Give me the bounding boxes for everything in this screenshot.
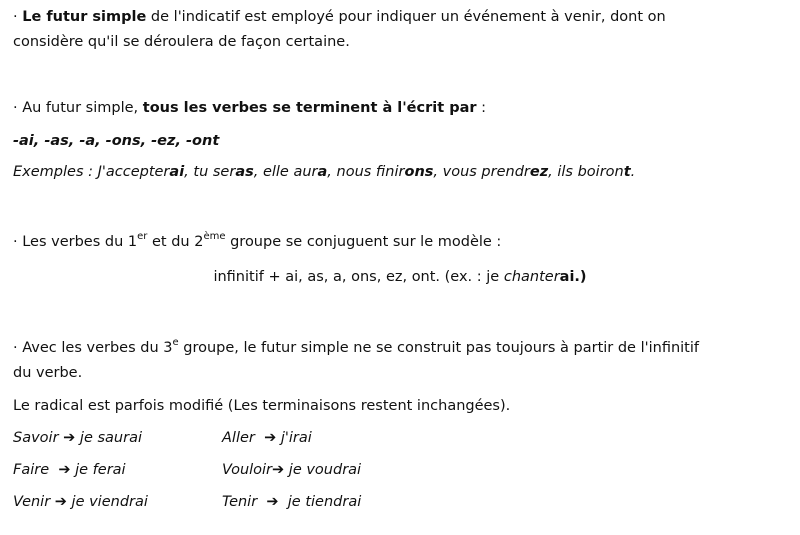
group-text-1: Les verbes du 1: [17, 234, 138, 250]
example-ending: a: [317, 164, 328, 180]
model-stem: chanter: [503, 269, 560, 285]
future-form: je saurai: [79, 430, 142, 446]
example-ending: ons: [404, 164, 434, 180]
bullet: ·: [13, 9, 18, 25]
paragraph-radical-note: Le radical est parfois modifié (Les terminaisons restent inchangées).: [13, 398, 511, 414]
example-stem: nous finir: [336, 164, 405, 180]
irregular-right-2: [222, 462, 361, 478]
model-text: infinitif + ai, as, a, ons, ez, ont. (ex. : je: [213, 269, 504, 285]
future-form: je viendrai: [71, 494, 148, 510]
bullet: ·: [13, 234, 18, 250]
irregular-right-1: [222, 430, 312, 446]
colon: :: [476, 100, 487, 116]
example-stem: elle aur: [262, 164, 318, 180]
model-formula: [0, 269, 800, 286]
future-form: je voudrai: [288, 462, 362, 478]
superscript-er: er: [137, 231, 148, 242]
example-separator: ,: [433, 164, 443, 180]
paragraph-model-intro: [13, 231, 502, 251]
example-separator: .: [630, 164, 636, 180]
bullet: ·: [13, 340, 18, 356]
example-ending: t: [623, 164, 631, 180]
arrow-right-icon: ➔: [272, 462, 285, 478]
term-futur-simple: Le futur simple: [22, 9, 147, 25]
examples-list: [98, 164, 636, 180]
verb: Venir: [13, 494, 51, 510]
example-separator: ,: [548, 164, 558, 180]
verb: Vouloir: [222, 462, 273, 478]
example-stem: J'accepter: [97, 164, 170, 180]
group-text-2: et du 2: [147, 234, 204, 250]
example-ending: as: [235, 164, 254, 180]
irregular-left-2: [13, 462, 126, 478]
example-separator: ,: [253, 164, 263, 180]
endings-list: -ai, -as, -a, -ons, -ez, -ont: [13, 133, 220, 149]
arrow-right-icon: ➔: [266, 494, 279, 510]
paragraph-definition-line-1: [13, 9, 666, 26]
verb: Aller: [222, 430, 255, 446]
bullet: ·: [13, 100, 18, 116]
example-separator: ,: [184, 164, 194, 180]
irregular-right-3: [222, 494, 361, 510]
irregular-left-1: [13, 430, 142, 446]
arrow-right-icon: ➔: [58, 462, 71, 478]
example-ending: ez: [529, 164, 549, 180]
examples-label: Exemples :: [13, 164, 98, 180]
verb: Tenir: [222, 494, 258, 510]
example-stem: ils boiron: [557, 164, 624, 180]
verb: Savoir: [13, 430, 59, 446]
verb: Faire: [13, 462, 50, 478]
future-form: j'irai: [280, 430, 312, 446]
example-separator: ,: [327, 164, 337, 180]
example-stem: tu ser: [193, 164, 236, 180]
example-ending: ai: [169, 164, 185, 180]
model-ending: ai.): [559, 269, 587, 285]
future-form: je ferai: [75, 462, 126, 478]
third-group-text-2: groupe, le futur simple ne se construit pas toujours à partir de l'infinitif: [178, 340, 699, 356]
arrow-right-icon: ➔: [63, 430, 76, 446]
definition-text: de l'indicatif est employé pour indiquer un événement à venir, dont on: [146, 9, 666, 25]
superscript-eme: ème: [203, 231, 226, 242]
arrow-right-icon: ➔: [54, 494, 67, 510]
example-stem: vous prendr: [442, 164, 530, 180]
arrow-right-icon: ➔: [264, 430, 277, 446]
third-group-text-1: Avec les verbes du 3: [17, 340, 173, 356]
superscript-e: e: [172, 337, 179, 348]
paragraph-definition-line-2: considère qu'il se déroulera de façon certaine.: [13, 34, 350, 50]
future-form: je tiendrai: [287, 494, 362, 510]
group-text-3: groupe se conjuguent sur le modèle :: [225, 234, 502, 250]
paragraph-third-group-line-1: [13, 337, 699, 357]
intro-text: Au futur simple,: [17, 100, 143, 116]
rule-bold-text: tous les verbes se terminent à l'écrit par: [142, 100, 477, 116]
paragraph-endings-intro: [13, 100, 486, 117]
irregular-left-3: [13, 494, 148, 510]
examples-line: [13, 164, 635, 181]
paragraph-third-group-line-2: du verbe.: [13, 365, 83, 381]
